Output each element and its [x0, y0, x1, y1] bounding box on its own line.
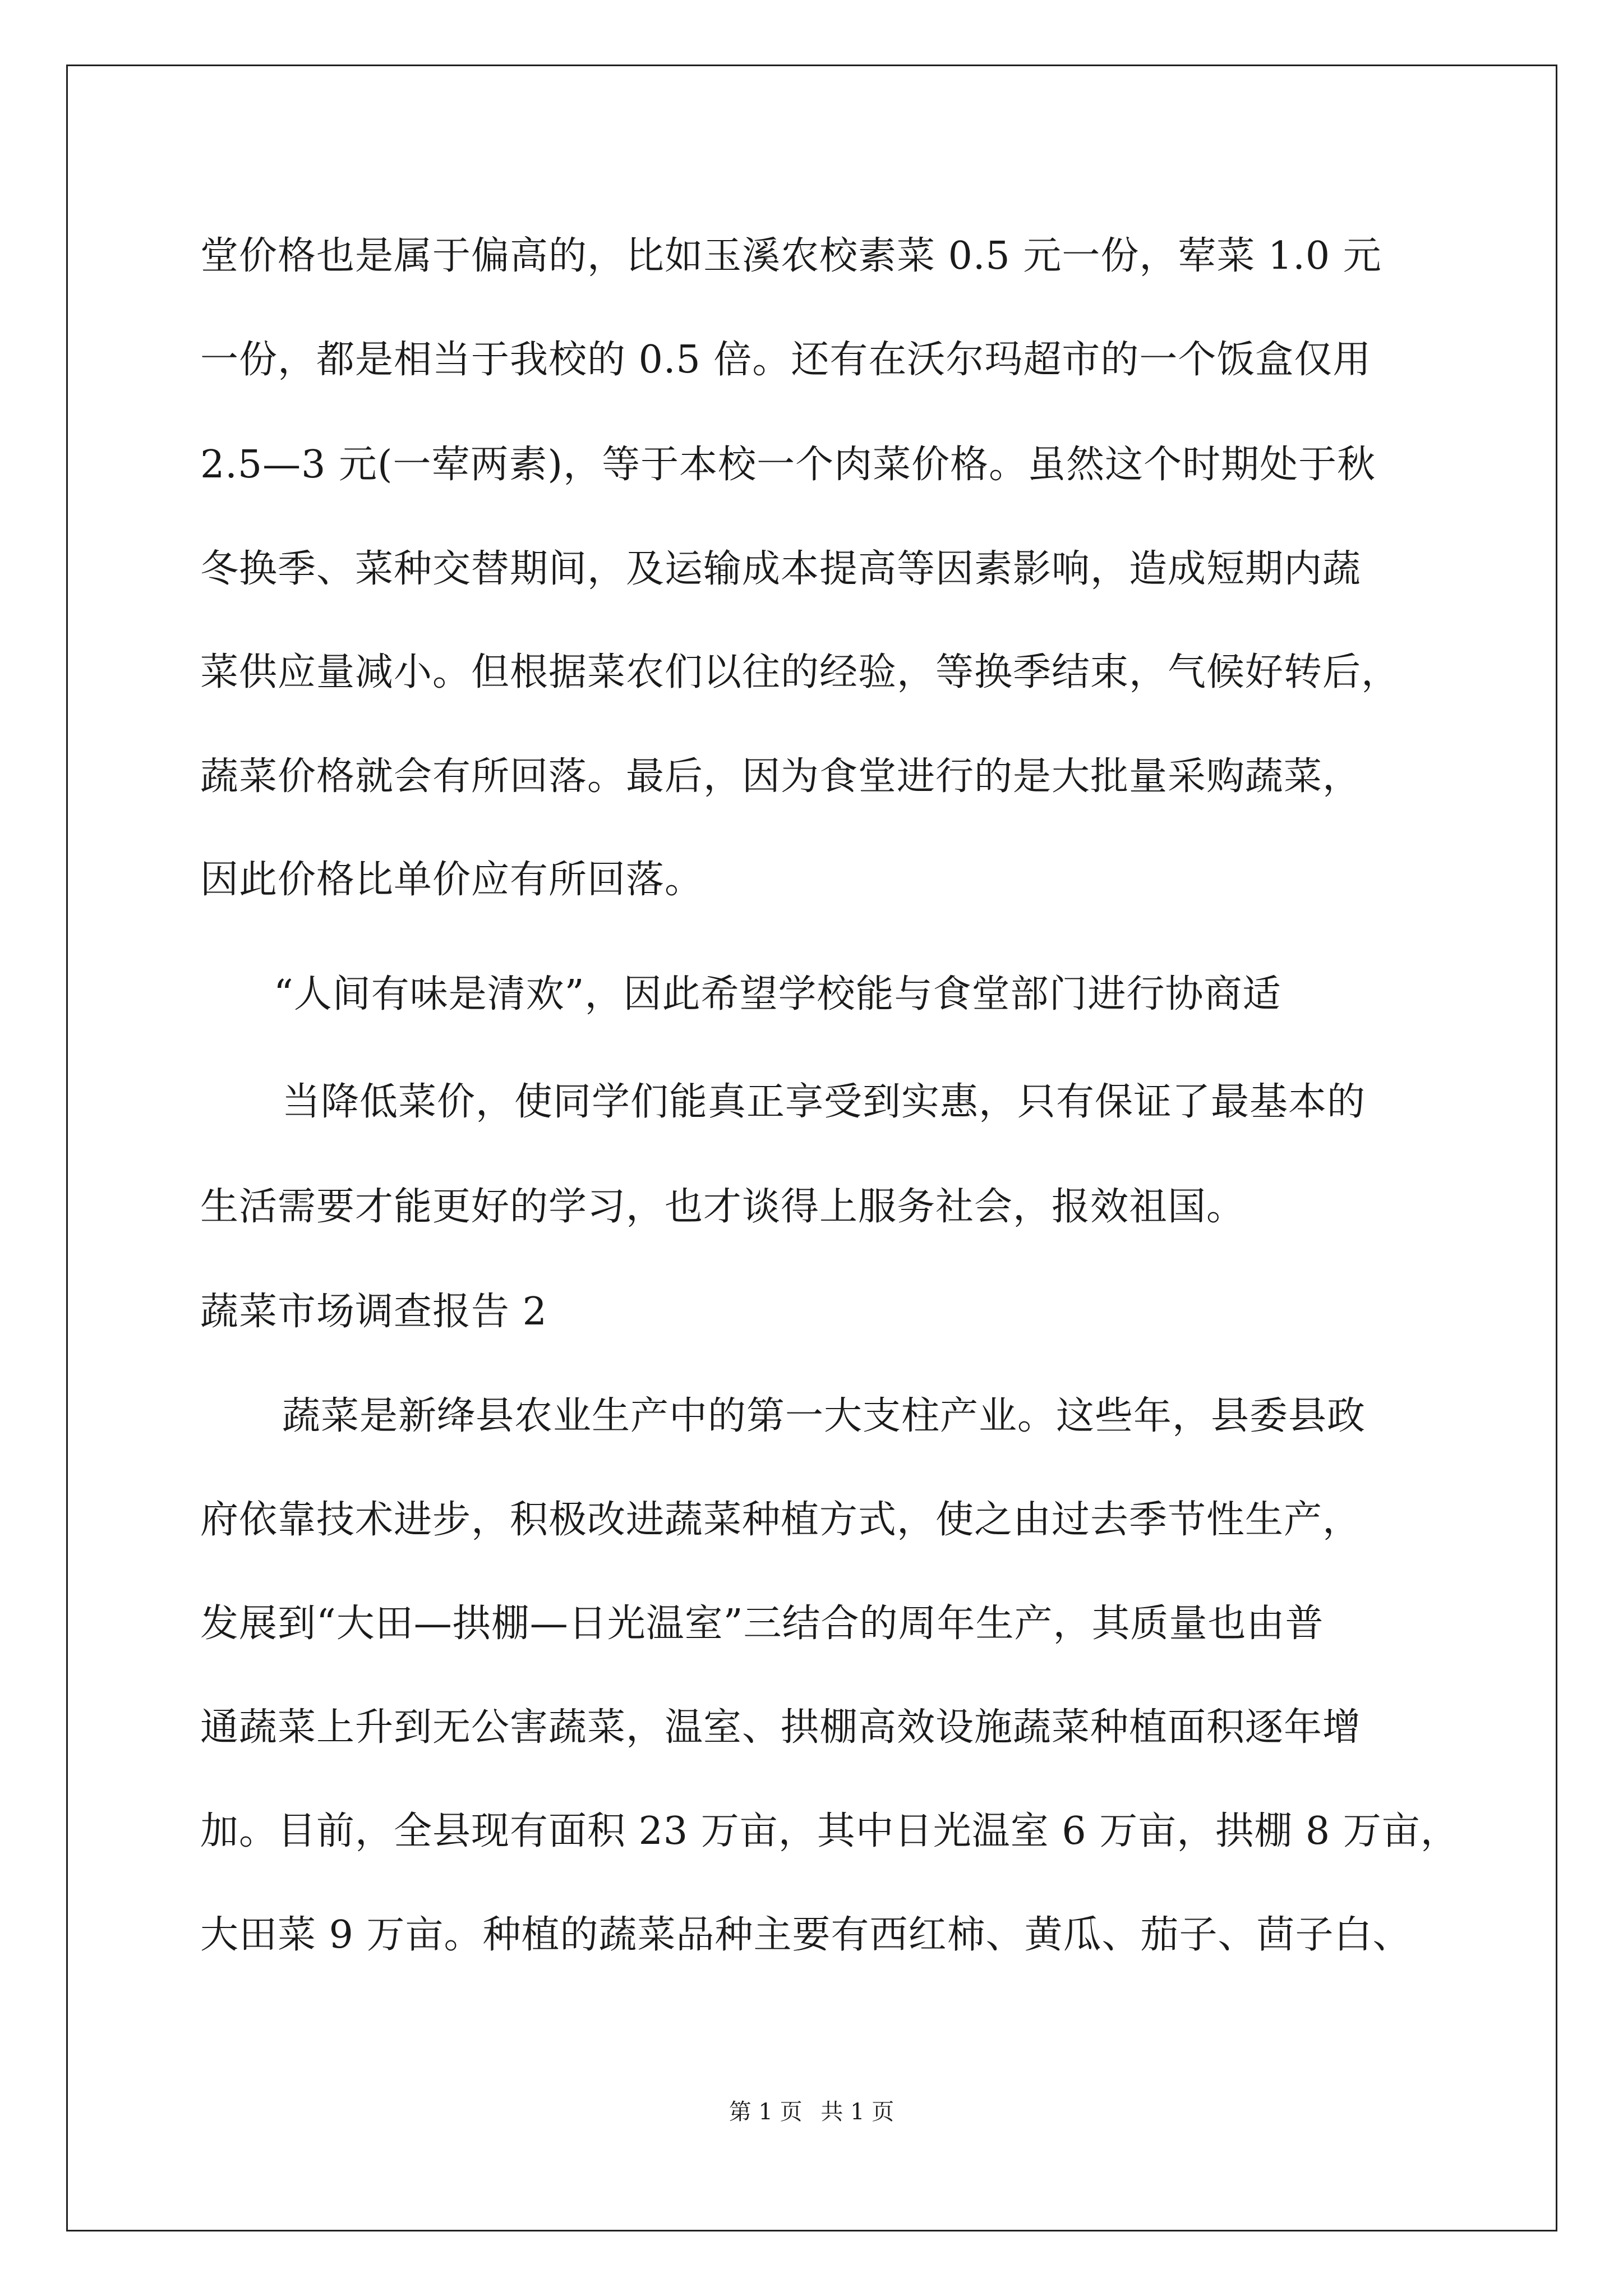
body-line: 蔬菜价格就会有所回落。最后，因为食堂进行的是大批量采购蔬菜，: [200, 754, 1362, 799]
body-line: 堂价格也是属于偏高的，比如玉溪农校素菜 0.5 元一份，荤菜 1.0 元: [200, 234, 1382, 278]
body-line: 冬换季、菜种交替期间，及运输成本提高等因素影响，造成短期内蔬: [200, 547, 1362, 591]
body-line: 府依靠技术进步，积极改进蔬菜种植方式，使之由过去季节性生产，: [200, 1498, 1362, 1542]
body-line: 发展到“大田—拱棚—日光温室”三结合的周年生产，其质量也由普: [200, 1602, 1324, 1646]
body-line: “人间有味是清欢”，因此希望学校能与食堂部门进行协商适: [274, 972, 1281, 1016]
body-line: 通蔬菜上升到无公害蔬菜，温室、拱棚高效设施蔬菜种植面积逐年增: [200, 1705, 1362, 1750]
page-border: [66, 65, 1557, 2231]
section-heading: 蔬菜市场调查报告 2: [200, 1290, 547, 1334]
body-line: 一份，都是相当于我校的 0.5 倍。还有在沃尔玛超市的一个饭盒仅用: [200, 338, 1372, 382]
page-total: 共 1 页: [820, 2099, 895, 2125]
body-line: 生活需要才能更好的学习，也才谈得上服务社会，报效祖国。: [200, 1185, 1246, 1229]
body-line: 加。目前，全县现有面积 23 万亩，其中日光温室 6 万亩，拱棚 8 万亩，: [200, 1809, 1459, 1853]
body-line: 蔬菜是新绛县农业生产中的第一大支柱产业。这些年，县委县政: [282, 1394, 1366, 1438]
page-footer: [0, 2098, 1623, 2126]
page-number: 第 1 页: [728, 2099, 803, 2125]
body-line: 当降低菜价，使同学们能真正享受到实惠，只有保证了最基本的: [282, 1080, 1366, 1124]
body-line: 2.5—3 元(一荤两素)，等于本校一个肉菜价格。虽然这个时期处于秋: [200, 443, 1376, 487]
body-line: 菜供应量减小。但根据菜农们以往的经验，等换季结束，气候好转后，: [200, 650, 1400, 694]
body-line: 因此价格比单价应有所回落。: [200, 858, 704, 902]
body-line: 大田菜 9 万亩。种植的蔬菜品种主要有西红柿、黄瓜、茄子、茴子白、: [200, 1913, 1412, 1957]
